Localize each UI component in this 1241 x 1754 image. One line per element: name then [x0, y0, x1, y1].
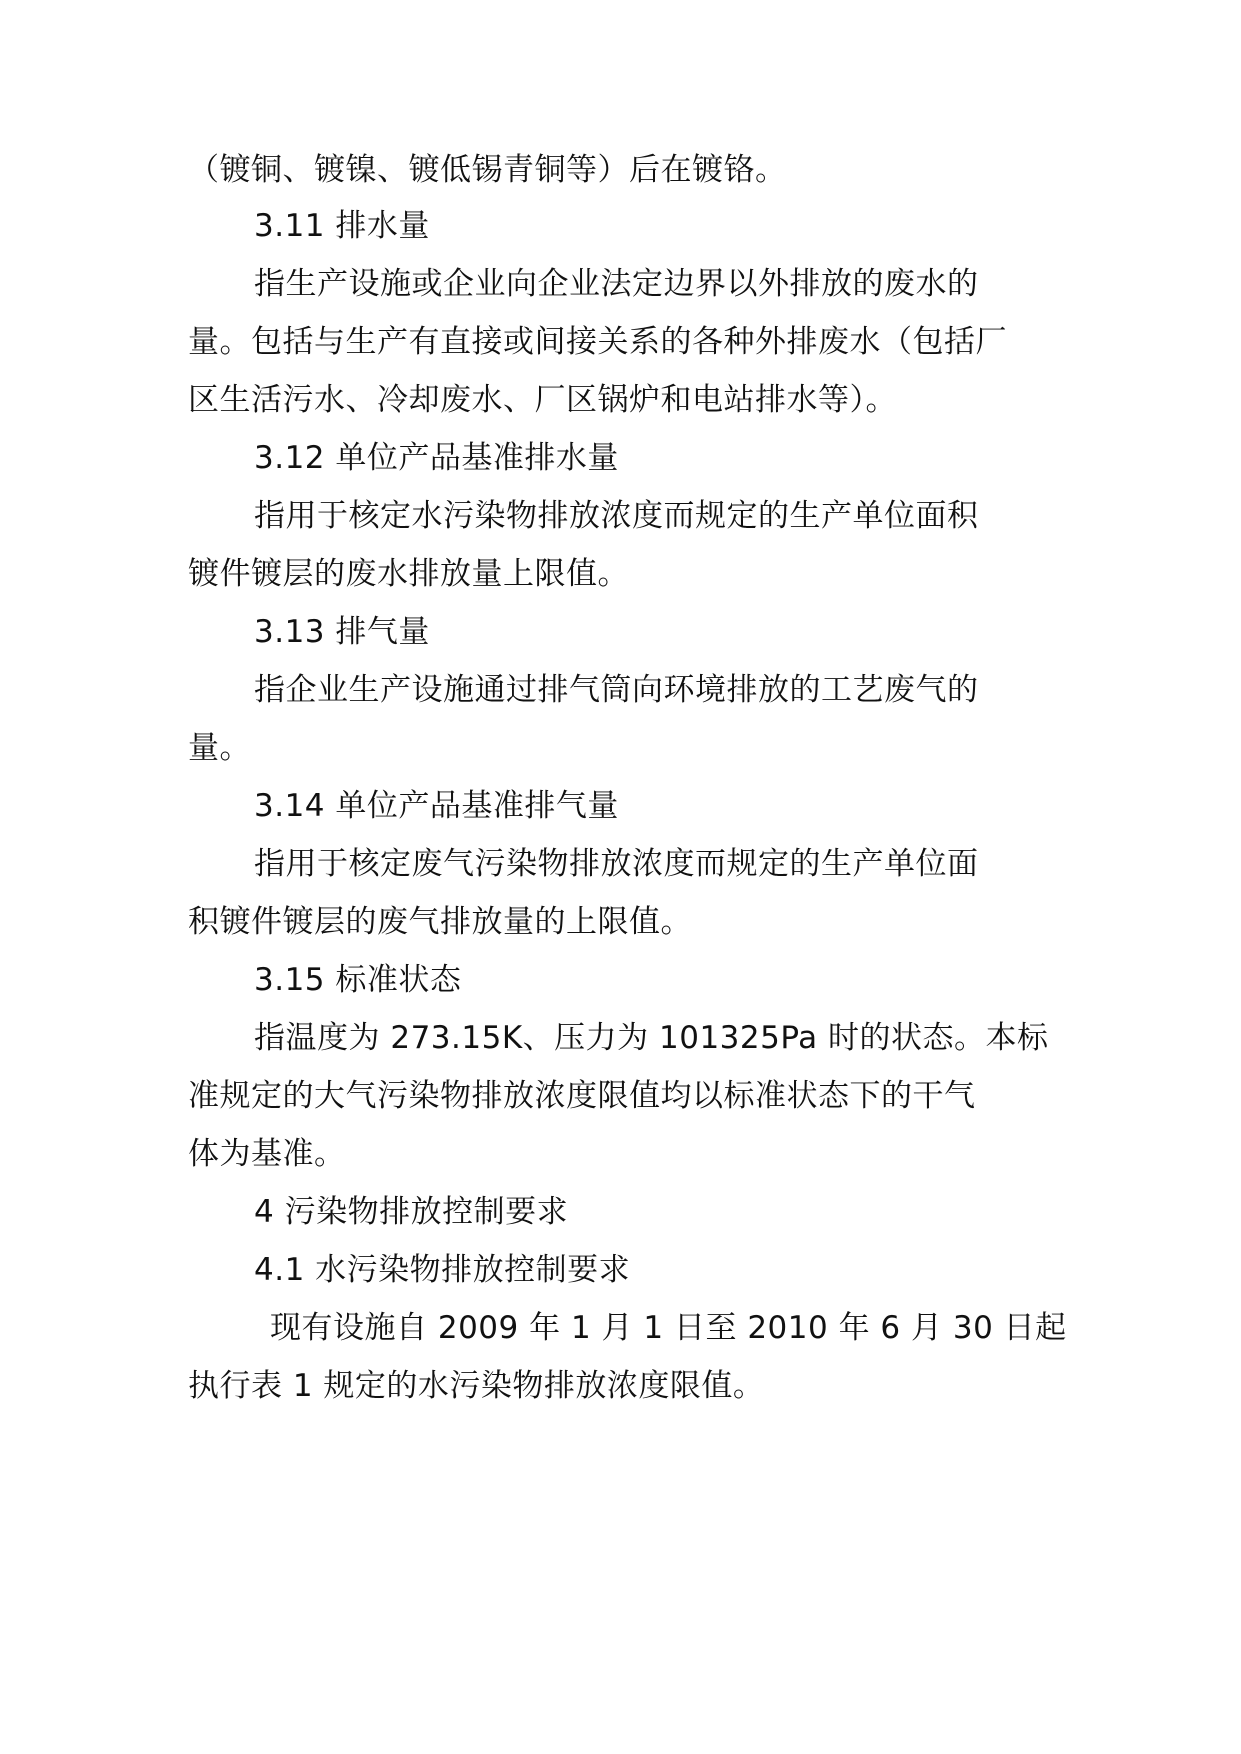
- section-heading-3-14: 3.14 单位产品基准排气量: [254, 788, 619, 824]
- paragraph-line: 执行表 1 规定的水污染物排放浓度限值。: [188, 1368, 765, 1404]
- text-line-continuation: （镀铜、镀镍、镀低锡青铜等）后在镀铬。: [188, 152, 787, 188]
- section-heading-3-15: 3.15 标准状态: [254, 962, 462, 998]
- section-heading-3-13: 3.13 排气量: [254, 614, 430, 650]
- paragraph-line: 指用于核定水污染物排放浓度而规定的生产单位面积: [254, 498, 979, 534]
- paragraph-line: 准规定的大气污染物排放浓度限值均以标准状态下的干气: [188, 1078, 976, 1114]
- section-heading-4: 4 污染物排放控制要求: [254, 1194, 569, 1230]
- section-heading-3-12: 3.12 单位产品基准排水量: [254, 440, 619, 476]
- paragraph-line: 指用于核定废气污染物排放浓度而规定的生产单位面: [254, 846, 979, 882]
- paragraph-line: 镀件镀层的废水排放量上限值。: [188, 556, 629, 592]
- paragraph-line: 区生活污水、冷却废水、厂区锅炉和电站排水等）。: [188, 382, 897, 418]
- section-heading-4-1: 4.1 水污染物排放控制要求: [254, 1252, 631, 1288]
- paragraph-line: 量。包括与生产有直接或间接关系的各种外排废水（包括厂: [188, 324, 1007, 360]
- section-heading-3-11: 3.11 排水量: [254, 208, 430, 244]
- paragraph-line: 积镀件镀层的废气排放量的上限值。: [188, 904, 692, 940]
- paragraph-line: 现有设施自 2009 年 1 月 1 日至 2010 年 6 月 30 日起: [270, 1310, 1067, 1346]
- paragraph-line: 量。: [188, 730, 251, 766]
- paragraph-line: 指生产设施或企业向企业法定边界以外排放的废水的: [254, 266, 979, 302]
- paragraph-line: 指企业生产设施通过排气筒向环境排放的工艺废气的: [254, 672, 979, 708]
- paragraph-line: 体为基准。: [188, 1136, 346, 1172]
- paragraph-line: 指温度为 273.15K、压力为 101325Pa 时的状态。本标: [254, 1020, 1049, 1056]
